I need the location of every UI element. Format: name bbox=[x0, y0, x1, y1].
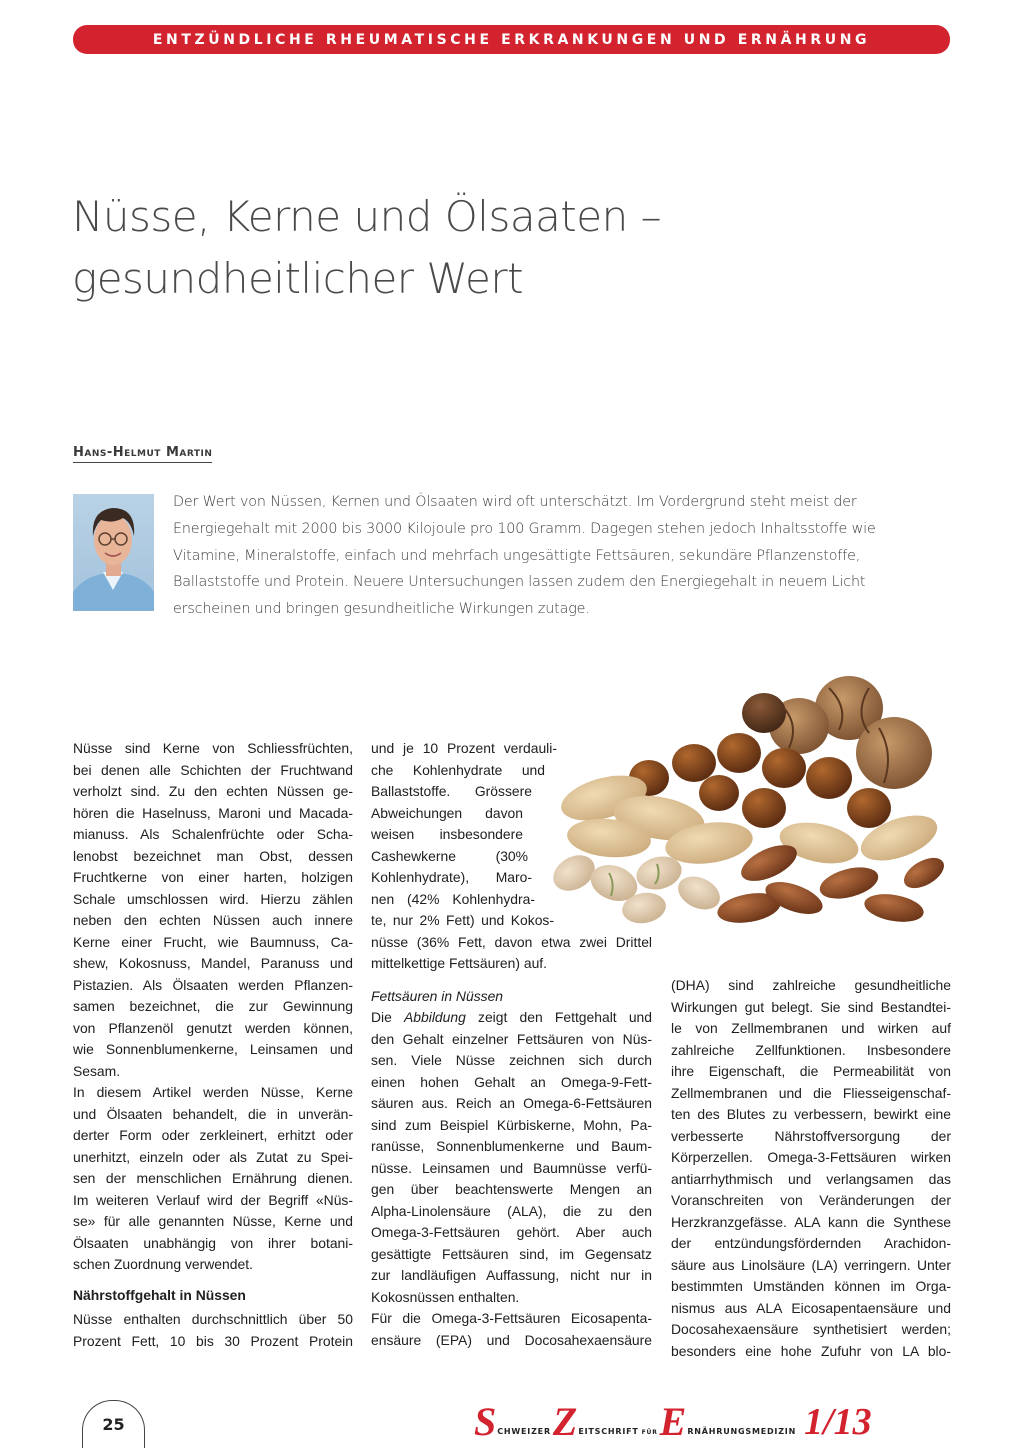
text-line: Nüsse enthalten durchschnittlich über 50 bbox=[73, 1311, 353, 1327]
text-line: verbesserte Nährstoffversorgung der bbox=[671, 1127, 951, 1144]
text-line: einen hohen Gehalt an Omega-9-Fett- bbox=[371, 1073, 652, 1090]
text-line: (DHA) sind zahlreiche gesundheitliche bbox=[671, 977, 951, 993]
text-line: zahlreiche Zellfunktionen. Insbesondere bbox=[671, 1041, 951, 1058]
column-2 bbox=[371, 738, 652, 1351]
text-line: sen. Viele Nüsse zeichnen sich durch bbox=[371, 1052, 652, 1068]
section-banner bbox=[73, 25, 950, 54]
text-line: Fruchtkerne von einer harten, holzigen bbox=[73, 869, 353, 885]
text-line: zur landläufigen Auffassung, nicht nur in bbox=[371, 1267, 652, 1283]
text-line: derter Form oder zerkleinert, erhitzt oder bbox=[73, 1127, 353, 1143]
column-3 bbox=[671, 975, 951, 1362]
text-line: neben den echten Nüssen auch innere bbox=[73, 912, 353, 928]
text-line: te, nur 2% Fett) und Kokos- bbox=[371, 912, 554, 928]
text-line: gen über beachtenswerte Mengen an bbox=[371, 1181, 652, 1197]
text-line: Cashewkerne (30% bbox=[371, 847, 528, 864]
text-line: verholzt sind. Zu den echten Nüssen ge- bbox=[73, 783, 353, 799]
text-line: der entzündungsfördernden Arachidon- bbox=[671, 1235, 951, 1251]
text-line: Wirkungen gut belegt. Sie sind Bestandtei- bbox=[671, 998, 951, 1015]
abstract-line: erscheinen und bringen gesundheitliche Wirkungen zutage. bbox=[173, 601, 590, 618]
text-line bbox=[371, 1007, 652, 1029]
text-line: Für die Omega-3-Fettsäuren Eicosapenta- bbox=[371, 1310, 652, 1326]
text-line: ensäure (EPA) und Docosahexaensäure bbox=[371, 1331, 652, 1348]
text-line: mianuss. Als Schalenfrüchte oder Scha- bbox=[73, 826, 353, 842]
text-line: samen bezeichnet, die zur Gewinnung bbox=[73, 998, 353, 1014]
text-line: Im weiteren Verlauf wird der Begriff «Nüs- bbox=[73, 1191, 353, 1208]
issue-number: 1/13 bbox=[804, 1401, 872, 1443]
figure-reference: Abbildung bbox=[404, 1009, 466, 1025]
text-line: mittelkettige Fettsäuren) auf. bbox=[371, 955, 548, 971]
text-line: le von Zellmembranen und wirken auf bbox=[671, 1020, 951, 1036]
text-line: bestimmten Umständen können im Orga- bbox=[671, 1278, 951, 1294]
abstract-line: Der Wert von Nüssen, Kernen und Ölsaaten wird oft unterschätzt. Im Vordergrund steht meist der bbox=[173, 494, 857, 510]
text-line: Körperzellen. Omega-3-Fettsäuren wirken bbox=[671, 1149, 951, 1165]
text-line: hören die Haselnuss, Maroni und Macada- bbox=[73, 804, 353, 821]
text-line: weisen insbesondere bbox=[371, 826, 523, 842]
abstract-line: Energiegehalt mit 2000 bis 3000 Kilojoule pro 100 Gramm. Dagegen stehen jedoch Inhaltsstoffe wie bbox=[173, 520, 876, 537]
text-line: nüsse (36% Fett, davon etwa zwei Drittel bbox=[371, 933, 652, 950]
text-line: Kerne einer Frucht, wie Baumnuss, Ca- bbox=[73, 933, 353, 950]
text-line: Ölsaaten unabhängig von ihrer botani- bbox=[73, 1234, 353, 1251]
text-line: Schale umschlossen wird. Hierzu zählen bbox=[73, 890, 353, 907]
article-title-line: gesundheitlicher Wert bbox=[72, 254, 524, 303]
text-line: Alpha-Linolensäure (ALA), die zu den bbox=[371, 1202, 652, 1219]
abstract bbox=[173, 489, 955, 623]
text-line: Voranschreiten von Veränderungen der bbox=[671, 1192, 951, 1208]
text-line: von Pflanzenöl genutzt werden können, bbox=[73, 1019, 353, 1036]
text-line: Omega-3-Fettsäuren gehört. Aber auch bbox=[371, 1224, 652, 1240]
text-line: unerhitzt, einzeln oder als Zutat zu Spei- bbox=[73, 1148, 353, 1165]
text-line: Prozent Fett, 10 bis 30 Prozent Protein bbox=[73, 1332, 353, 1349]
text-line: Herzkranzgefässe. ALA kann die Synthese bbox=[671, 1213, 951, 1230]
text-line: ranüsse, Sonnenblumenkerne und Baum- bbox=[371, 1138, 652, 1154]
journal-letter: E bbox=[659, 1399, 687, 1444]
text-line: che Kohlenhydrate und bbox=[371, 761, 545, 778]
text-line: Kokosnüssen enthalten. bbox=[371, 1288, 520, 1305]
journal-word: FÜR bbox=[641, 1429, 658, 1436]
text-line: ihre Eigenschaft, die Permeabilität von bbox=[671, 1063, 951, 1079]
section-heading: Fettsäuren in Nüssen bbox=[371, 987, 504, 1004]
text-line: Nüsse sind Kerne von Schliessfrüchten, bbox=[73, 740, 353, 756]
journal-word: EITSCHRIFT bbox=[578, 1427, 639, 1436]
section-banner-text: ENTZÜNDLICHE RHEUMATISCHE ERKRANKUNGEN UND ERNÄHRUNG bbox=[152, 31, 871, 48]
text-line: den Gehalt einzelner Fettsäuren von Nüs- bbox=[371, 1030, 652, 1047]
text-line: Pistazien. Als Ölsaaten werden Pflanzen- bbox=[73, 976, 353, 993]
text-line: sind zum Beispiel Kürbiskerne, Mohn, Pa- bbox=[371, 1116, 652, 1133]
text-line: Ballaststoffe. Grössere bbox=[371, 783, 532, 799]
author-photo bbox=[73, 494, 154, 611]
page-number: 25 bbox=[82, 1400, 145, 1448]
text-line: Docosahexaensäure synthetisiert werden; bbox=[671, 1321, 951, 1337]
journal-letter: S bbox=[474, 1399, 497, 1444]
text-line: säuren aus. Reich an Omega-6-Fettsäuren bbox=[371, 1095, 652, 1111]
text-fragment: Die bbox=[371, 1009, 405, 1025]
article-title bbox=[72, 186, 952, 310]
text-line: sen der menschlichen Ernährung dienen. bbox=[73, 1170, 353, 1186]
article-title-line: Nüsse, Kerne und Ölsaaten – bbox=[72, 192, 662, 241]
text-line: nen (42% Kohlenhydra- bbox=[371, 890, 535, 907]
journal-word: RNÄHRUNGSMEDIZIN bbox=[687, 1427, 797, 1436]
text-line: lenobst bezeichnet man Obst, dessen bbox=[73, 847, 353, 864]
text-line: und je 10 Prozent verdauli- bbox=[371, 740, 557, 756]
text-line: schen Zuordnung verwendet. bbox=[73, 1256, 253, 1272]
abstract-line: Vitamine, Mineralstoffe, einfach und mehrfach ungesättigte Fettsäuren, sekundäre Pflanzenstoffe, bbox=[173, 547, 861, 564]
text-line: Kohlenhydrate), Maro- bbox=[371, 869, 532, 885]
journal-letter: Z bbox=[552, 1399, 578, 1444]
text-line: ten des Blutes zu verbessern, bewirkt eine bbox=[671, 1106, 951, 1122]
text-line: und Ölsaaten behandelt, die in unverän- bbox=[73, 1105, 353, 1122]
abstract-line: Ballaststoffe und Protein. Neuere Untersuchungen lassen zudem den Energiegehalt in neuem Licht bbox=[173, 574, 866, 591]
text-line: nismus aus ALA Eicosapentaensäure und bbox=[671, 1299, 951, 1316]
journal-logo bbox=[474, 1396, 952, 1442]
text-line: Abweichungen davon bbox=[371, 804, 523, 821]
text-fragment: zeigt den Fettgehalt und bbox=[465, 1009, 653, 1025]
text-line: In diesem Artikel werden Nüsse, Kerne bbox=[73, 1084, 353, 1100]
author-name: Hans-Helmut Martin bbox=[73, 445, 212, 463]
text-line: wie Sonnenblumenkerne, Leinsamen und bbox=[73, 1041, 353, 1057]
text-line: antiarrhythmisch und verlangsamen das bbox=[671, 1170, 951, 1187]
text-line: bei denen alle Schichten der Fruchtwand bbox=[73, 761, 353, 778]
text-line: Zellmembranen und die Fliesseigenschaf- bbox=[671, 1084, 951, 1101]
text-line: Sesam. bbox=[73, 1062, 121, 1079]
text-line: besonders eine hohe Zufuhr von LA blo- bbox=[671, 1342, 951, 1359]
text-line: se» für alle genannten Nüsse, Kerne und bbox=[73, 1213, 353, 1229]
column-1 bbox=[73, 738, 353, 1352]
section-heading: Nährstoffgehalt in Nüssen bbox=[73, 1286, 246, 1303]
text-line: shew, Kokosnuss, Mandel, Paranuss und bbox=[73, 955, 353, 971]
text-line: säure aus Linolsäure (LA) verringern. Unter bbox=[671, 1256, 951, 1273]
text-line: gesättigte Fettsäuren sind, im Gegensatz bbox=[371, 1245, 652, 1262]
text-line: nüsse. Leinsamen und Baumnüsse verfü- bbox=[371, 1159, 652, 1176]
journal-word: CHWEIZER bbox=[497, 1427, 551, 1436]
